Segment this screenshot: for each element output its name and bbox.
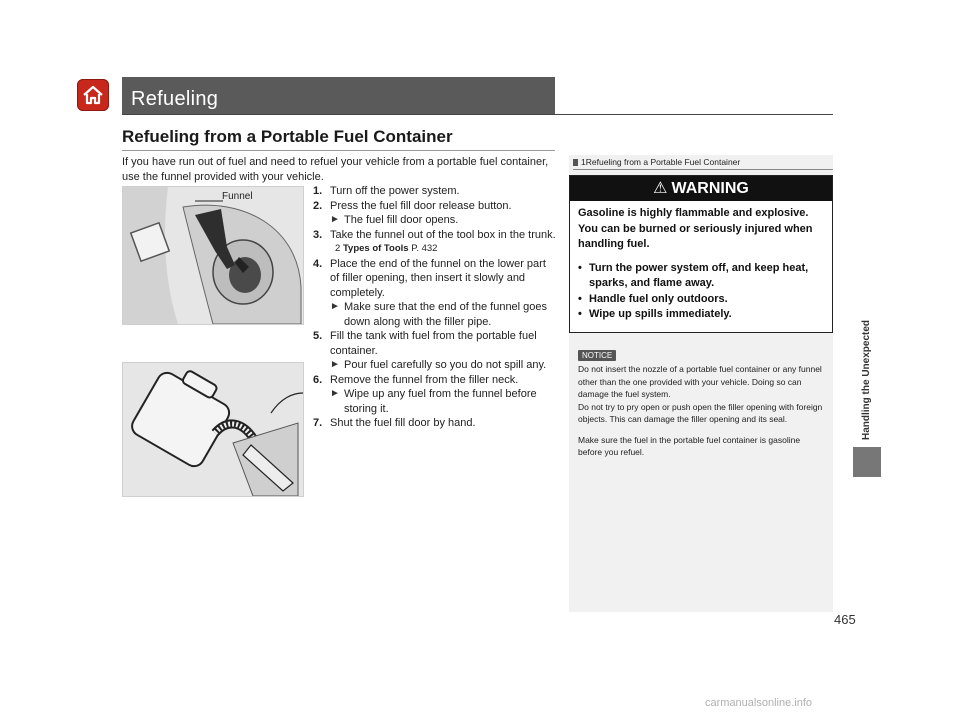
step-text: Turn off the power system. xyxy=(330,185,460,197)
result-text: Wipe up any fuel from the funnel before storing it. xyxy=(344,388,537,415)
notice-paragraph: Do not insert the nozzle of a portable fuel container or any funnel other than the one provided with your vehicle. Doing so can damage the fuel system. xyxy=(578,364,822,399)
step-text: Fill the tank with fuel from the portable fuel container. xyxy=(330,330,537,357)
funnel-callout: Funnel xyxy=(222,191,253,202)
heading-divider xyxy=(122,150,555,151)
title-divider xyxy=(122,114,833,115)
warning-bullet-text: Handle fuel only outdoors. xyxy=(589,292,728,305)
result-arrow-icon: ► xyxy=(330,359,340,370)
step-5-result xyxy=(313,358,557,373)
warning-bullet-text: Wipe up spills immediately. xyxy=(589,308,732,320)
step-text: Remove the funnel from the filler neck. xyxy=(330,373,519,386)
warning-body xyxy=(578,206,826,323)
reference-marker-icon: 2 xyxy=(335,243,341,254)
page-title: Refueling xyxy=(131,88,219,110)
result-text: Pour fuel carefully so you do not spill any. xyxy=(344,359,547,371)
notice-text xyxy=(578,363,826,459)
step-6 xyxy=(313,373,557,388)
sidebar-marker-icon xyxy=(573,159,578,166)
step-number: 1. xyxy=(313,185,323,197)
warning-list xyxy=(578,261,826,323)
sidebar-heading-text: Refueling from a Portable Fuel Container xyxy=(585,157,741,167)
chapter-tab[interactable] xyxy=(853,447,881,477)
cross-reference-link[interactable] xyxy=(313,242,557,257)
step-text: Press the fuel fill door release button. xyxy=(330,199,512,212)
step-5 xyxy=(313,329,557,358)
reference-title: Types of Tools xyxy=(342,243,409,254)
sidebar-divider xyxy=(573,169,833,170)
procedure-steps xyxy=(313,184,557,431)
warning-label: WARNING xyxy=(671,180,749,197)
warning-bullet-text: Turn the power system off, and keep heat, sparks, and flame away. xyxy=(589,261,809,289)
warning-triangle-icon: ⚠ xyxy=(653,180,668,197)
warning-header xyxy=(570,176,832,201)
step-number: 7. xyxy=(313,417,323,429)
step-text: Place the end of the funnel on the lower part of filler opening, then insert it slowly and completely. xyxy=(330,257,546,299)
funnel-insert-illustration xyxy=(122,186,304,325)
result-arrow-icon: ► xyxy=(330,388,340,399)
sidebar-heading xyxy=(573,157,740,167)
step-text: Take the funnel out of the tool box in the trunk. xyxy=(330,228,556,241)
reference-page: P. 432 xyxy=(411,243,438,254)
warning-text: Gasoline is highly flammable and explosive. You can be burned or seriously injured when handling fuel. xyxy=(578,207,813,250)
step-7 xyxy=(313,416,557,431)
step-text: Shut the fuel fill door by hand. xyxy=(330,417,476,429)
sidebar-marker: 1 xyxy=(581,157,586,167)
step-6-result xyxy=(313,387,557,416)
step-number: 6. xyxy=(313,373,323,386)
warning-bullet: • Wipe up spills immediately. xyxy=(578,307,826,323)
result-text: Make sure that the end of the funnel goes down along with the filler pipe. xyxy=(344,301,548,328)
watermark: carmanualsonline.info xyxy=(705,697,813,709)
step-2-result xyxy=(313,213,557,228)
result-arrow-icon: ► xyxy=(330,214,340,225)
intro-paragraph: If you have run out of fuel and need to refuel your vehicle from a portable fuel container, use the funnel provided with your vehicle. xyxy=(122,156,549,183)
home-icon xyxy=(81,83,105,107)
step-1 xyxy=(313,184,557,199)
section-heading: Refueling from a Portable Fuel Container xyxy=(122,127,453,146)
result-arrow-icon: ► xyxy=(330,301,340,312)
container-pouring-illustration xyxy=(122,362,304,497)
warning-box xyxy=(569,175,833,333)
notice-final: Make sure the fuel in the portable fuel container is gasoline before you refuel. xyxy=(578,434,801,457)
step-number: 3. xyxy=(313,228,323,241)
step-4 xyxy=(313,257,557,301)
step-4-result xyxy=(313,300,557,329)
home-button[interactable] xyxy=(77,79,109,111)
step-number: 2. xyxy=(313,199,323,212)
warning-bullet: • Handle fuel only outdoors. xyxy=(578,292,826,308)
page-number: 465 xyxy=(834,612,856,627)
notice-badge: NOTICE xyxy=(578,350,616,361)
step-2 xyxy=(313,199,557,214)
step-number: 4. xyxy=(313,257,323,270)
step-number: 5. xyxy=(313,330,323,342)
warning-bullet: • Turn the power system off, and keep heat, sparks, and flame away. xyxy=(578,261,826,292)
result-text: The fuel fill door opens. xyxy=(344,214,459,226)
notice-paragraph: Do not try to pry open or push open the filler opening with foreign objects. This can damage the filler opening and its seal. xyxy=(578,401,823,424)
chapter-tab-label: Handling the Unexpected xyxy=(861,319,872,440)
step-3 xyxy=(313,228,557,243)
